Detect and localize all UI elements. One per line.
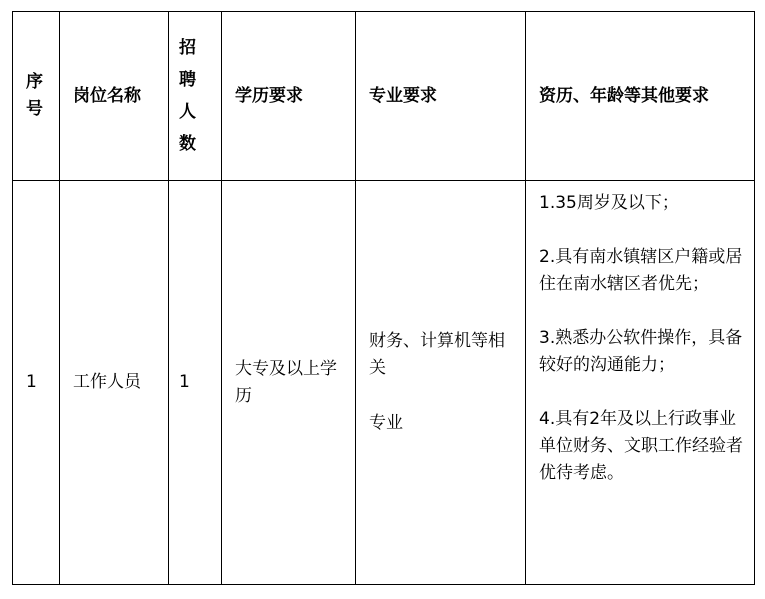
requirement-1: 1.35周岁及以下；	[539, 193, 679, 213]
requirement-2: 2.具有南水镇辖区户籍或居住在南水辖区者优先；	[539, 247, 743, 294]
header-major: 专业要求	[356, 12, 526, 181]
recruitment-table	[12, 11, 755, 585]
cell-position: 工作人员	[60, 181, 169, 585]
cell-count: 1	[169, 181, 222, 585]
cell-index: 1	[13, 181, 60, 585]
header-count: 招聘人数	[169, 12, 222, 181]
table-row	[13, 181, 755, 585]
header-position: 岗位名称	[60, 12, 169, 181]
header-education: 学历要求	[222, 12, 356, 181]
requirement-4: 4.具有2年及以上行政事业单位财务、文职工作经验者优待考虑。	[539, 409, 743, 483]
major-line-1: 财务、计算机等相关	[369, 331, 505, 378]
major-line-2: 专业	[369, 413, 403, 433]
cell-other-requirements	[526, 181, 755, 585]
cell-education: 大专及以上学历	[222, 181, 356, 585]
header-index: 序号	[13, 12, 60, 181]
table-header-row	[13, 12, 755, 181]
requirement-3: 3.熟悉办公软件操作，具备较好的沟通能力；	[539, 328, 743, 375]
cell-major	[356, 181, 526, 585]
header-other: 资历、年龄等其他要求	[526, 12, 755, 181]
